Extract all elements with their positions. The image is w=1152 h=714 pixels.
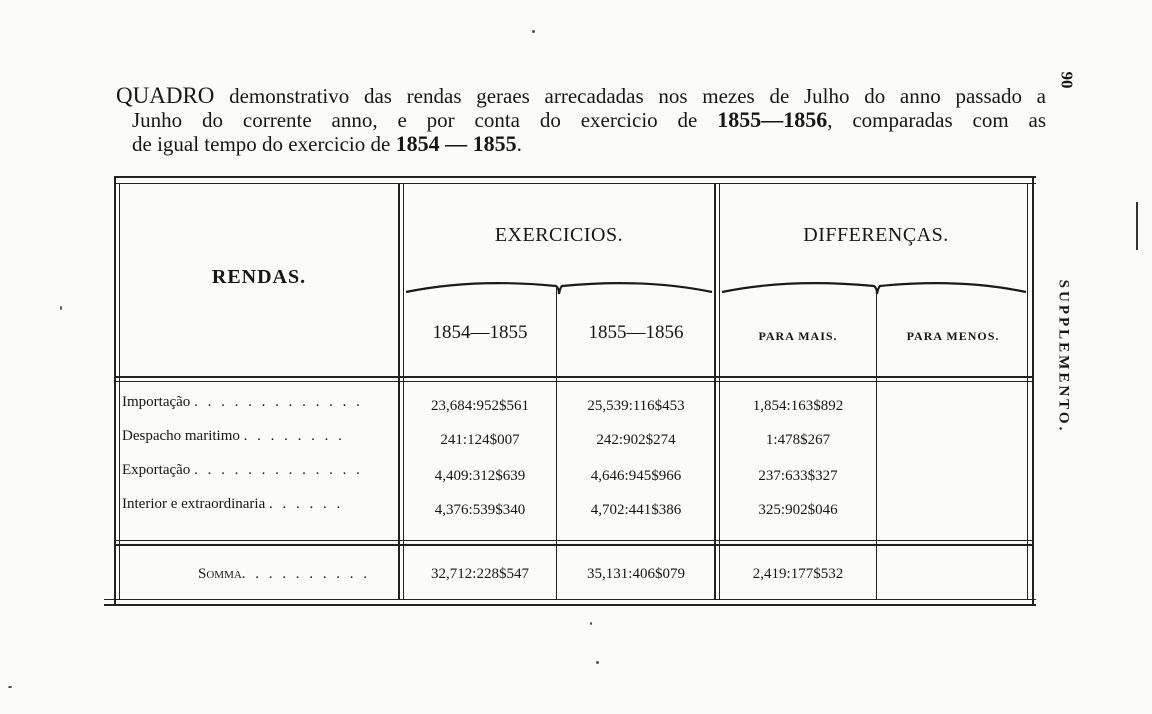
row-label-text: Importação	[122, 394, 191, 410]
table-top-rule-inner	[114, 183, 1036, 184]
cell-1855-1856: 25,539:116$453	[587, 398, 685, 414]
leader-dots: . . . . . .	[269, 496, 344, 512]
cell-1854-1855: 241:124$007	[440, 432, 520, 448]
total-label-text: Somma	[198, 566, 242, 582]
total-top-rule	[116, 540, 1032, 541]
table-row-label	[122, 462, 384, 479]
table-bottom-rule	[104, 604, 1036, 606]
cell-para-mais: 237:633$327	[758, 468, 838, 484]
cell-1855-1856: 4,646:945$966	[590, 468, 682, 484]
column-header-para-mais: PARA MAIS.	[758, 329, 838, 343]
table-top-rule	[114, 176, 1036, 178]
leader-dots: . . . . . . . . . .	[241, 566, 371, 582]
total-row-label	[122, 566, 384, 583]
page-edge-mark	[1136, 202, 1138, 250]
leader-dots: . . . . . . . . . . . . .	[194, 394, 363, 410]
cell-para-mais: 325:902$046	[758, 502, 838, 518]
leader-dots: . . . . . . . . . . . . .	[194, 462, 363, 478]
exercicios-brace	[404, 276, 714, 296]
row-label-text: Interior e extraordinaria	[122, 496, 266, 512]
revenue-table	[104, 176, 1036, 606]
total-para-mais: 2,419:177$532	[752, 566, 844, 582]
group-header-exercicios: EXERCICIOS.	[494, 224, 624, 246]
differencas-brace	[720, 276, 1028, 296]
cell-1854-1855: 23,684:952$561	[431, 398, 529, 414]
table-left-border	[114, 176, 116, 606]
cell-1855-1856: 242:902$274	[596, 432, 676, 448]
leader-dots: . . . . . . . .	[243, 428, 345, 444]
cell-1855-1856: 4,702:441$386	[590, 502, 682, 518]
heading-line-3-text-b: .	[516, 132, 522, 156]
row-label-text: Exportação	[122, 462, 191, 478]
scan-speck	[590, 622, 592, 625]
heading-line-3-text-a: de igual tempo do exercicio de	[132, 132, 391, 156]
document-heading	[116, 84, 1046, 156]
header-bottom-rule-thin	[116, 381, 1032, 382]
cell-1854-1855: 4,409:312$639	[434, 468, 526, 484]
column-header-para-menos: PARA MENOS.	[906, 329, 1000, 343]
table-row-label	[122, 496, 384, 513]
heading-year-1854: 1854 — 1855	[395, 131, 517, 156]
heading-line-1-text: demonstrativo das rendas geraes arrecadadas nos mezes de Julho do anno passado a	[229, 84, 1046, 108]
table-bottom-rule-inner	[104, 599, 1036, 600]
exercicios-sub-separator	[556, 288, 557, 600]
rendas-separator	[398, 184, 400, 600]
group-header-differencas: DIFFERENÇAS.	[803, 224, 949, 246]
table-row-label	[122, 428, 384, 445]
scan-speck	[60, 306, 62, 310]
cell-1854-1855: 4,376:539$340	[434, 502, 526, 518]
row-label-text: Despacho maritimo	[122, 428, 240, 444]
scan-speck	[596, 661, 599, 664]
heading-line-2-text-a: Junho do corrente anno, e por conta do exercicio de	[132, 108, 698, 132]
scan-speck	[532, 30, 535, 33]
column-header-1855-1856: 1855—1856	[588, 322, 684, 343]
page-number: 90	[1057, 71, 1077, 89]
differencas-sub-separator	[876, 288, 877, 600]
heading-line-1	[116, 84, 1046, 108]
heading-line-2-text-b: , comparadas com as	[827, 108, 1047, 132]
heading-year-1855: 1855—1856	[717, 107, 828, 132]
cell-para-mais: 1,854:163$892	[752, 398, 844, 414]
table-left-border-inner	[119, 183, 120, 600]
scan-speck	[8, 686, 12, 688]
cell-para-mais: 1:478$267	[765, 432, 831, 448]
total-1855-1856: 35,131:406$079	[587, 566, 685, 582]
header-bottom-rule	[116, 376, 1032, 378]
heading-line-2	[116, 108, 1046, 132]
total-top-rule-thick	[116, 544, 1032, 546]
side-title: SUPPLEMENTO.	[1055, 279, 1072, 434]
table-row-label	[122, 394, 384, 411]
heading-line-3	[116, 132, 1046, 156]
column-header-1854-1855: 1854—1855	[432, 322, 528, 343]
column-header-rendas: RENDAS.	[211, 266, 307, 288]
total-1854-1855: 32,712:228$547	[431, 566, 529, 582]
heading-lead-word: QUADRO	[116, 83, 215, 108]
